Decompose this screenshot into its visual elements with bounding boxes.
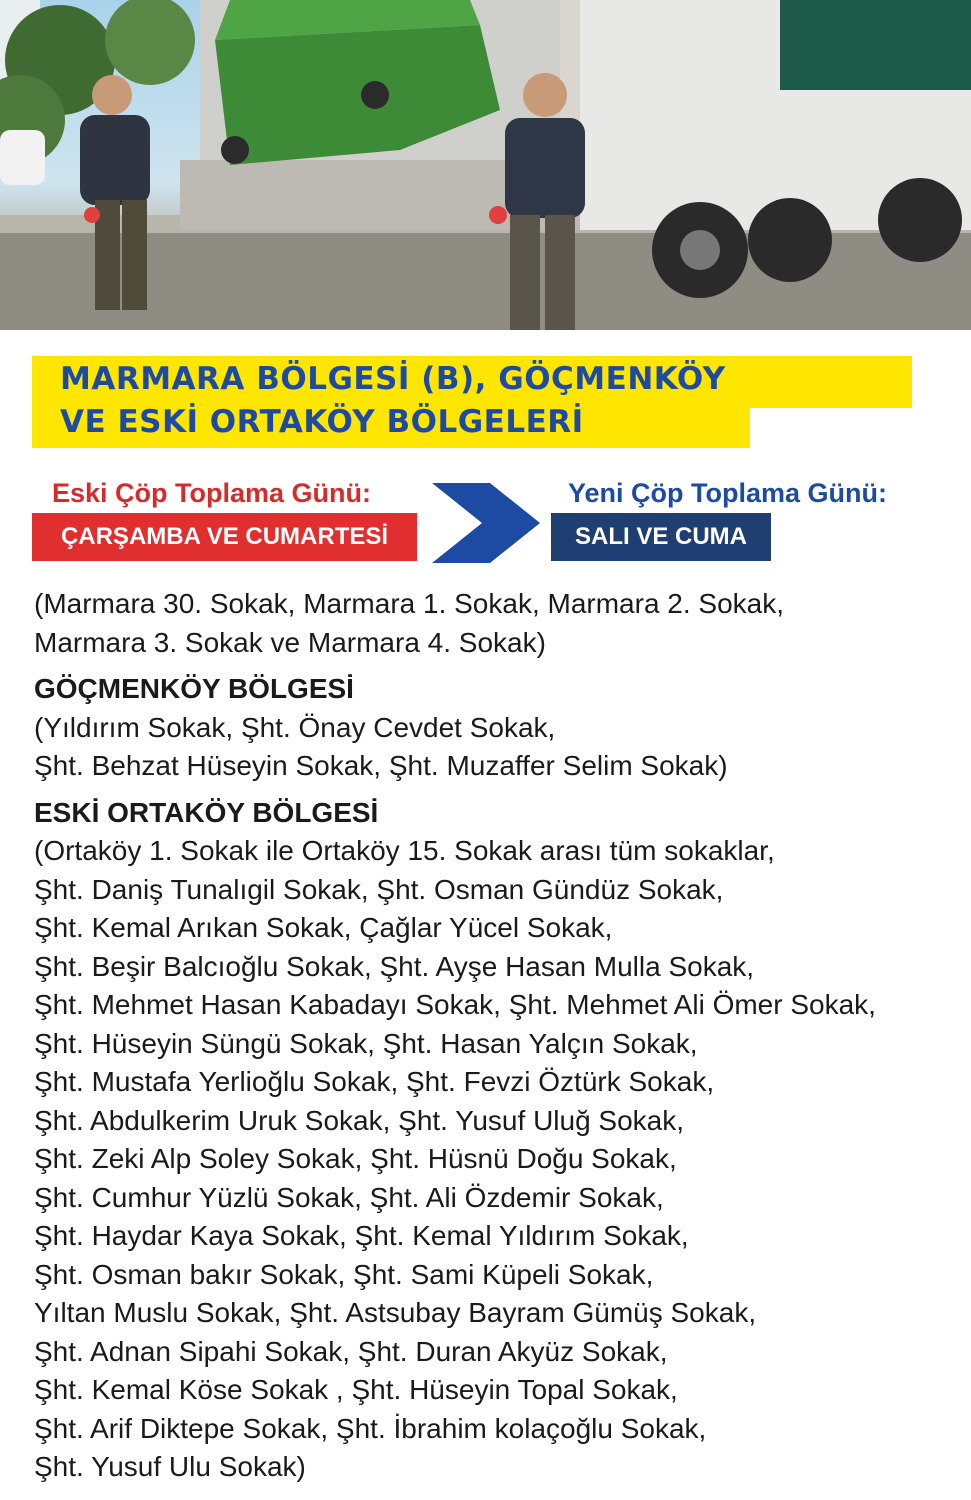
eski-ortakoy-streets-line: (Ortaköy 1. Sokak ile Ortaköy 15. Sokak arası tüm sokaklar, <box>34 835 775 866</box>
new-collection-days-badge: SALI VE CUMA <box>551 513 771 561</box>
eski-ortakoy-streets-line: Şht. Zeki Alp Soley Sokak, Şht. Hüsnü Doğu Sokak, <box>34 1143 677 1174</box>
marmara-streets-line: (Marmara 30. Sokak, Marmara 1. Sokak, Marmara 2. Sokak, <box>34 588 785 619</box>
gocmenkoy-streets-line: Şht. Behzat Hüseyin Sokak, Şht. Muzaffer Selim Sokak) <box>34 750 728 781</box>
eski-ortakoy-streets-line: Şht. Beşir Balcıoğlu Sokak, Şht. Ayşe Hasan Mulla Sokak, <box>34 950 755 982</box>
old-collection-label: Eski Çöp Toplama Günü: <box>52 478 372 508</box>
new-collection-label: Yeni Çöp Toplama Günü: <box>568 478 888 508</box>
garbage-truck-photo <box>0 0 971 330</box>
page-title-line1: MARMARA BÖLGESİ (B), GÖÇMENKÖY <box>60 361 726 397</box>
eski-ortakoy-streets-line: Şht. Daniş Tunalıgil Sokak, Şht. Osman Gündüz Sokak, <box>34 873 724 905</box>
eski-ortakoy-streets-line: Şht. Cumhur Yüzlü Sokak, Şht. Ali Özdemir Sokak, <box>34 1181 664 1213</box>
marmara-streets-line: Marmara 3. Sokak ve Marmara 4. Sokak) <box>34 626 546 658</box>
header-photo <box>0 0 971 330</box>
eski-ortakoy-streets-line: Şht. Haydar Kaya Sokak, Şht. Kemal Yıldırım Sokak, <box>34 1220 689 1251</box>
eski-ortakoy-streets-line: Şht. Hüseyin Süngü Sokak, Şht. Hasan Yalçın Sokak, <box>34 1027 698 1059</box>
street-list <box>34 585 964 1487</box>
eski-ortakoy-streets-line: Şht. Osman bakır Sokak, Şht. Sami Küpeli Sokak, <box>34 1258 654 1290</box>
page-title-line2: VE ESKİ ORTAKÖY BÖLGELERİ <box>60 404 584 440</box>
eski-ortakoy-streets-line: Şht. Kemal Köse Sokak , Şht. Hüseyin Topal Sokak, <box>34 1374 678 1405</box>
eski-ortakoy-streets-line: Şht. Abdulkerim Uruk Sokak, Şht. Yusuf Uluğ Sokak, <box>34 1104 685 1136</box>
eski-ortakoy-streets-line: Şht. Adnan Sipahi Sokak, Şht. Duran Akyüz Sokak, <box>34 1335 668 1367</box>
eski-ortakoy-streets-line: Şht. Yusuf Ulu Sokak) <box>34 1451 306 1482</box>
eski-ortakoy-streets-line: Şht. Kemal Arıkan Sokak, Çağlar Yücel Sokak, <box>34 912 613 943</box>
eski-ortakoy-streets-line: Yıltan Muslu Sokak, Şht. Astsubay Bayram Gümüş Sokak, <box>34 1297 757 1328</box>
gocmenkoy-streets-line: (Yıldırım Sokak, Şht. Önay Cevdet Sokak, <box>34 711 556 743</box>
old-collection-days-badge: ÇARŞAMBA VE CUMARTESİ <box>32 513 417 561</box>
eski-ortakoy-streets-line: Şht. Mustafa Yerlioğlu Sokak, Şht. Fevzi Öztürk Sokak, <box>34 1066 715 1097</box>
eski-ortakoy-streets-line: Şht. Mehmet Hasan Kabadayı Sokak, Şht. Mehmet Ali Ömer Sokak, <box>34 989 876 1020</box>
chevron-right-icon <box>432 483 542 563</box>
gocmenkoy-heading: GÖÇMENKÖY BÖLGESİ <box>34 673 354 704</box>
eski-ortakoy-heading: ESKİ ORTAKÖY BÖLGESİ <box>34 796 379 828</box>
eski-ortakoy-streets-line: Şht. Arif Diktepe Sokak, Şht. İbrahim kolaçoğlu Sokak, <box>34 1412 707 1444</box>
